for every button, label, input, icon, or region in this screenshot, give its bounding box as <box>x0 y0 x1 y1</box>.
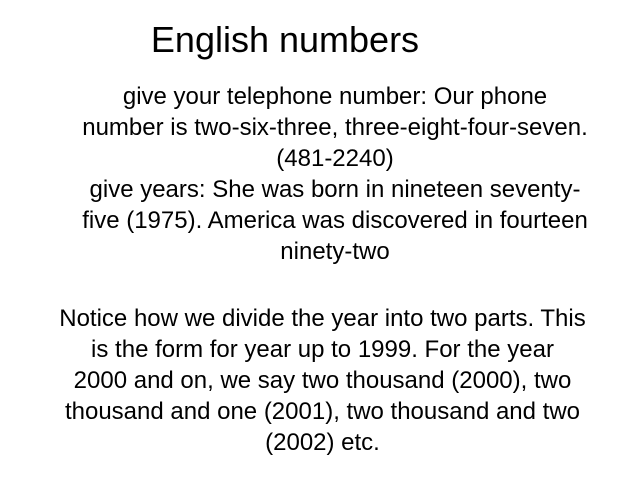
paragraph-line: ninety-two <box>280 238 390 265</box>
paragraph-line: five (1975). America was discovered in fourteen <box>82 207 588 234</box>
paragraph-line: give your telephone number: Our phone <box>122 83 548 110</box>
paragraph-line: number is two-six-three, three-eight-four-seven. <box>82 114 588 141</box>
paragraph-line: give years: She was born in nineteen seventy- <box>89 176 581 203</box>
year-division-note-paragraph <box>0 303 640 458</box>
paragraph-line: Notice how we divide the year into two parts. This <box>59 305 586 332</box>
telephone-years-paragraph <box>20 81 640 267</box>
paragraph-line: is the form for year up to 1999. For the year <box>91 336 554 363</box>
paragraph-line: (481-2240) <box>276 145 394 172</box>
page-title: English numbers <box>150 19 420 60</box>
paragraph-line: thousand and one (2001), two thousand and two <box>64 398 581 425</box>
paragraph-line: 2000 and on, we say two thousand (2000), two <box>73 367 572 394</box>
paragraph-line: (2002) etc. <box>265 429 380 456</box>
